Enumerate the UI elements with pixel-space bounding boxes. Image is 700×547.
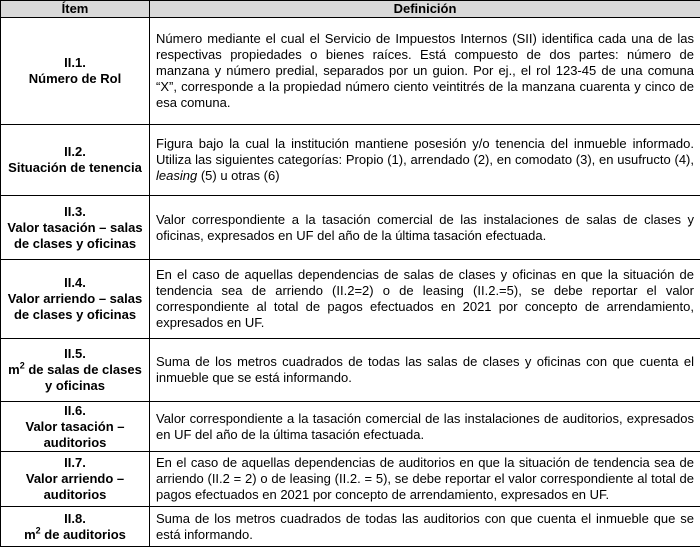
item-cell — [1, 452, 150, 507]
header-item: Ítem — [1, 1, 150, 18]
item-code: II.3. — [64, 203, 86, 219]
header-definition: Definición — [150, 1, 700, 18]
item-name: Número de Rol — [28, 71, 122, 86]
item-name — [7, 527, 143, 543]
definition-cell: Valor correspondiente a la tasación comercial de las instalaciones de salas de clases y oficinas, expresados en UF del año de la última tasación efectuada. — [150, 196, 700, 260]
table-row — [1, 260, 700, 339]
name-superscript: 2 — [19, 360, 25, 371]
item-cell — [1, 18, 150, 125]
definition-cell: Suma de los metros cuadrados de todas las salas de clases y oficinas con que cuenta el inmueble que se está informando. — [150, 339, 700, 402]
item-name: Valor tasación – salas de clases y oficinas — [7, 219, 143, 251]
table-row — [1, 125, 700, 196]
name-suffix: de salas de clases y oficinas — [24, 362, 142, 393]
table-row — [1, 507, 700, 547]
item-code: II.2. — [64, 144, 86, 159]
item-name: Valor arriendo – auditorios — [25, 471, 125, 502]
definition-italic: leasing — [156, 168, 198, 183]
definition-cell — [150, 125, 700, 196]
table-row — [1, 452, 700, 507]
name-superscript: 2 — [35, 525, 41, 536]
item-name — [7, 362, 143, 394]
item-name: Situación de tenencia — [8, 160, 142, 175]
definition-cell: En el caso de aquellas dependencias de auditorios en que la situación de tendencia sea de arriendo (II.2 = 2) o de leasing (II.2. = 5), se debe reportar el valor correspondiente al total de pagos efectuados en 2021 por concepto de arrendamiento, expresados en UF. — [150, 452, 700, 507]
name-prefix: m — [24, 526, 36, 542]
definition-cell: En el caso de aquellas dependencias de salas de clases y oficinas en que la situación de tendencia sea de arriendo (II.2=2) o de leasing (II.2.=5), se debe reportar el valor correspondiente al total de pagos efectuados en 2021 por concepto de arrendamiento, expresados en UF. — [150, 260, 700, 339]
header-row — [1, 1, 700, 18]
item-code: II.1. — [64, 55, 86, 70]
item-cell — [1, 339, 150, 402]
table-row — [1, 18, 700, 125]
item-cell — [1, 402, 150, 452]
definition-cell: Número mediante el cual el Servicio de Impuestos Internos (SII) identifica cada una de las respectivas propiedades o bienes raíces. Está compuesto de dos partes: número de manzana y número predial, separados por un guion. Por ej., el rol 123-45 de una comuna “X”, corresponde a la propiedad número ciento veintitrés de la manzana cuarenta y cinco de esa comuna. — [150, 18, 700, 125]
definition-text-end: (5) u otras (6) — [197, 168, 280, 183]
table-row — [1, 339, 700, 402]
item-name: Valor tasación – auditorios — [25, 418, 125, 450]
table-row — [1, 196, 700, 260]
item-cell — [1, 260, 150, 339]
item-code: II.8. — [64, 510, 86, 526]
definition-text: Figura bajo la cual la institución mantiene posesión y/o tenencia del inmueble informado. Utiliza las siguientes categorías: Propio (1), arrendado (2), en comodato (3), en usufructo (4), — [156, 136, 694, 167]
item-cell — [1, 125, 150, 196]
item-cell — [1, 196, 150, 260]
item-code: II.7. — [64, 455, 86, 470]
definition-cell: Valor correspondiente a la tasación comercial de las instalaciones de auditorios, expresados en UF del año de la última tasación efectuada. — [150, 402, 700, 452]
item-code: II.6. — [64, 402, 86, 418]
name-prefix: m — [8, 362, 20, 377]
table-row — [1, 402, 700, 452]
item-name: Valor arriendo – salas de clases y oficinas — [7, 291, 143, 322]
item-cell — [1, 507, 150, 547]
name-suffix: de auditorios — [40, 526, 126, 542]
definition-cell: Suma de los metros cuadrados de todas las auditorios con que cuenta el inmueble que se está informando. — [150, 507, 700, 547]
item-code: II.5. — [64, 346, 86, 361]
item-code: II.4. — [64, 275, 86, 290]
